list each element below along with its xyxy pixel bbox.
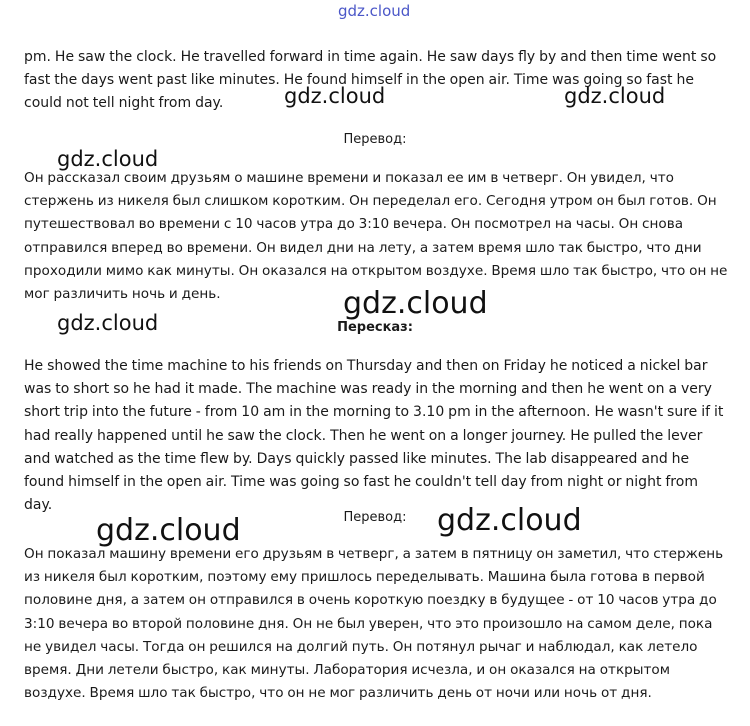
- heading-retelling: Пересказ:: [337, 320, 413, 335]
- watermark: gdz.cloud: [564, 84, 666, 108]
- watermark: gdz.cloud: [284, 84, 386, 108]
- watermark-top: gdz.cloud: [338, 2, 411, 20]
- watermark: gdz.cloud: [437, 503, 582, 538]
- paragraph-russian-2: Он показал машину времени его друзьям в четверг, а затем в пятницу он заметил, что стержень из никеля был коротким, поэтому ему пришлось переделывать. Машина была готова в первой половине дня, а затем он отправился в очень короткую поездку в будущее - от 10 часов утра до 3:10 вечера во второй половине дня. Он не был уверен, что это произошло на самом деле, пока не увидел часы. Тогда он решился на долгий путь. Он потянул рычаг и наблюдал, как летело время. Дни летели быстро, как минуты. Лаборатория исчезла, и он оказался на открытом воздухе. Время шло так быстро, что он не мог различить день от ночи или ночь от дня.: [24, 546, 724, 702]
- watermark: gdz.cloud: [57, 311, 159, 335]
- watermark: gdz.cloud: [57, 147, 159, 171]
- paragraph-russian-1: Он рассказал своим друзьям о машине времени и показал ее им в четверг. Он увидел, что стержень из никеля был слишком коротким. Он переделал его. Сегодня утром он был готов. Он путешествовал во времени с 10 часов утра до 3:10 вечера. Он посмотрел на часы. Он снова отправился вперед во времени. Он видел дни на лету, а затем время шло так быстро, что дни проходили мимо как минуты. Он оказался на открытом воздухе. Время шло так быстро, что он не мог различить ночь и день.: [24, 170, 728, 303]
- paragraph-english-1: pm. He saw the clock. He travelled forward in time again. He saw days fly by and then time went so fast the days went past like minutes. He found himself in the open air. Time was going so fast he could not tell night from day.: [24, 49, 717, 112]
- watermark: gdz.cloud: [96, 513, 241, 548]
- heading-translation-1: Перевод:: [343, 132, 407, 147]
- paragraph-english-2: He showed the time machine to his friends on Thursday and then on Friday he noticed a nickel bar was to short so he had it made. The machine was ready in the morning and then he went on a very short trip into the future - from 10 am in the morning to 3.10 pm in the afternoon. He wasn't sure if it had really happened until he saw the clock. Then he went on a longer journey. He pulled the lever and watched as the time flew by. Days quickly passed like minutes. The lab disappeared and he found himself in the open air. Time was going so fast he couldn't tell day from night or night from day.: [24, 358, 724, 514]
- heading-translation-2: Перевод:: [343, 510, 407, 525]
- watermark: gdz.cloud: [343, 286, 488, 321]
